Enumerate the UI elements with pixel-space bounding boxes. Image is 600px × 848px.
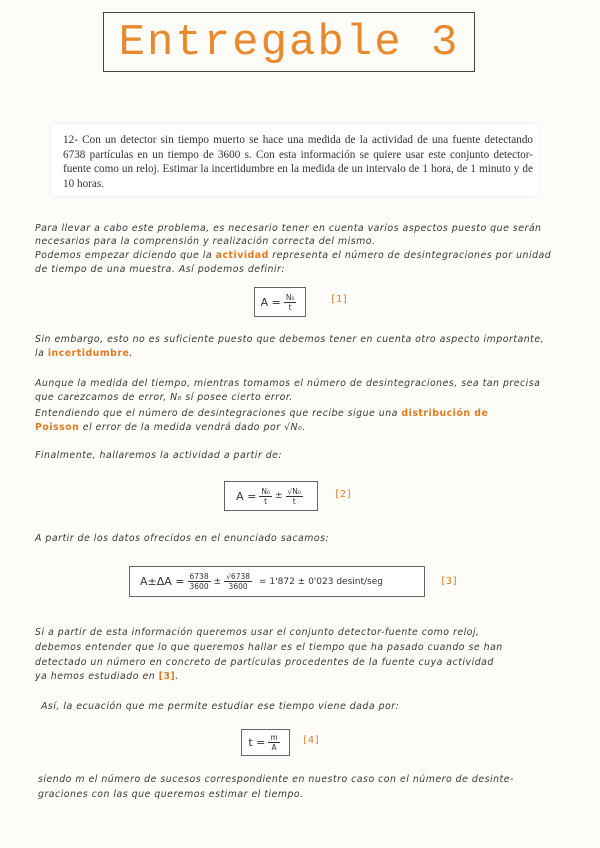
- problem-text: [63, 133, 533, 191]
- eq4-ref: [4]: [302, 735, 321, 746]
- eq3-fraction-1: [188, 572, 211, 591]
- eq3-num1: 6738: [189, 572, 209, 581]
- eq1-num: N₀: [285, 292, 295, 302]
- eq2-lhs: A =: [236, 489, 257, 503]
- eq3-den1: 3600: [189, 582, 209, 591]
- p3-line1: Aunque la medida del tiempo, mientras tomamos el número de desintegraciones, sea tan precisa: [35, 378, 541, 389]
- keyword-incertidumbre: incertidumbre: [47, 348, 130, 359]
- problem-number: 12-: [63, 134, 78, 146]
- p7-line1: Así, la ecuación que me permite estudiar ese tiempo viene dada por:: [41, 701, 400, 712]
- problem-body: Con un detector sin tiempo muerto se hace una medida de la actividad de una fuente detectando 6738 partículas en un tiempo de 3600 s. Con esta información se quiere usar este conjunto detector-fuente como un reloj. Estimar la incertidumbre en la medida de un intervalo de 1 hora, de 1 minuto y de 10 horas.: [63, 134, 534, 190]
- eq3-lhs: A±ΔA =: [140, 575, 185, 588]
- eq4-num: m: [270, 733, 278, 742]
- p5-line1: A partir de los datos ofrecidos en el enunciado sacamos:: [35, 533, 330, 544]
- p8-line1: siendo m el número de sucesos correspondiente en nuestro caso con el número de desinte-: [38, 774, 514, 785]
- p3-line2: que carezcamos de error, N₀ sí posee cierto error.: [35, 392, 293, 403]
- eq2-num2: √N₀: [287, 486, 301, 496]
- eq1-den: t: [288, 302, 292, 312]
- title-box: [103, 12, 475, 72]
- equation-1: [254, 287, 306, 317]
- p6-line4-pre: ya hemos estudiado en: [35, 671, 156, 682]
- equation-3: [129, 566, 425, 597]
- eq4-den: A: [271, 743, 277, 752]
- p6-line3: detectado un número en concreto de partículas procedentes de la fuente cuya actividad: [35, 657, 494, 668]
- p1-line4: de tiempo de una muestra. Así podemos definir:: [35, 264, 286, 275]
- eq3-ref: [3]: [440, 576, 459, 587]
- p8-line2: graciones con las que queremos estimar el tiempo.: [38, 789, 304, 800]
- keyword-poisson: Poisson: [35, 422, 80, 433]
- p2-line2-post: .: [129, 348, 133, 359]
- p4-line1: Finalmente, hallaremos la actividad a partir de:: [35, 450, 283, 461]
- eq2-pm: ±: [274, 491, 283, 501]
- p6-line4-post: .: [175, 671, 179, 682]
- p1-line3-pre: Podemos empezar diciendo que la: [35, 250, 213, 261]
- eq3-den2: 3600: [228, 582, 248, 591]
- p6-line1: Si a partir de esta información queremos usar el conjunto detector-fuente como reloj,: [35, 627, 480, 638]
- page-title: Entregable 3: [118, 18, 460, 68]
- p2-line2: [35, 347, 133, 360]
- eq3-num2: √6738: [226, 572, 251, 581]
- p2-line2-pre: la: [35, 348, 45, 359]
- eq2-ref: [2]: [334, 489, 353, 500]
- p1-line3-post: representa el número de desintegraciones por unidad: [272, 250, 552, 261]
- p1-line3: [35, 249, 551, 262]
- p3-line3: [35, 407, 488, 420]
- keyword-actividad: actividad: [215, 250, 269, 261]
- eq3-fraction-2: [224, 572, 252, 591]
- eq1-lhs: A =: [260, 295, 281, 309]
- eq2-fraction-1: [259, 487, 272, 506]
- eq3-result: = 1'872 ± 0'023 desint/seg: [259, 576, 383, 587]
- equation-2: [224, 481, 318, 511]
- eq1-fraction: [284, 293, 297, 312]
- p2-line1: Sin embargo, esto no es suficiente puesto que debemos tener en cuenta otro aspecto importante,: [35, 334, 545, 345]
- problem-statement: [51, 124, 539, 196]
- eq2-num1: N₀: [261, 486, 270, 496]
- p3-line4-post: el error de la medida vendrá dado por √N₀.: [82, 422, 306, 433]
- equation-4: [241, 729, 290, 756]
- p6-line4: [35, 670, 179, 683]
- eq2-den1: t: [264, 496, 268, 506]
- eq4-lhs: t =: [248, 736, 266, 749]
- eq4-fraction: [268, 733, 279, 752]
- eq2-den2: t: [292, 496, 296, 506]
- p1-line2: necesarios para la comprensión y realización correcta del mismo.: [35, 236, 376, 247]
- eq1-ref: [1]: [330, 294, 349, 305]
- p3-line3-pre: Entendiendo que el número de desintegraciones que recibe sigue una: [35, 408, 398, 419]
- eq2-fraction-2: [286, 487, 303, 506]
- p1-line1: Para llevar a cabo este problema, es necesario tener en cuenta varios aspectos puesto que serán: [35, 223, 542, 234]
- p3-line4: [35, 421, 306, 434]
- reference-3: [3]: [158, 671, 176, 682]
- p6-line2: debemos entender que lo que queremos hallar es el tiempo que ha pasado cuando se han: [35, 642, 503, 653]
- keyword-distribucion: distribución de: [401, 408, 489, 419]
- eq3-pm: ±: [213, 576, 222, 587]
